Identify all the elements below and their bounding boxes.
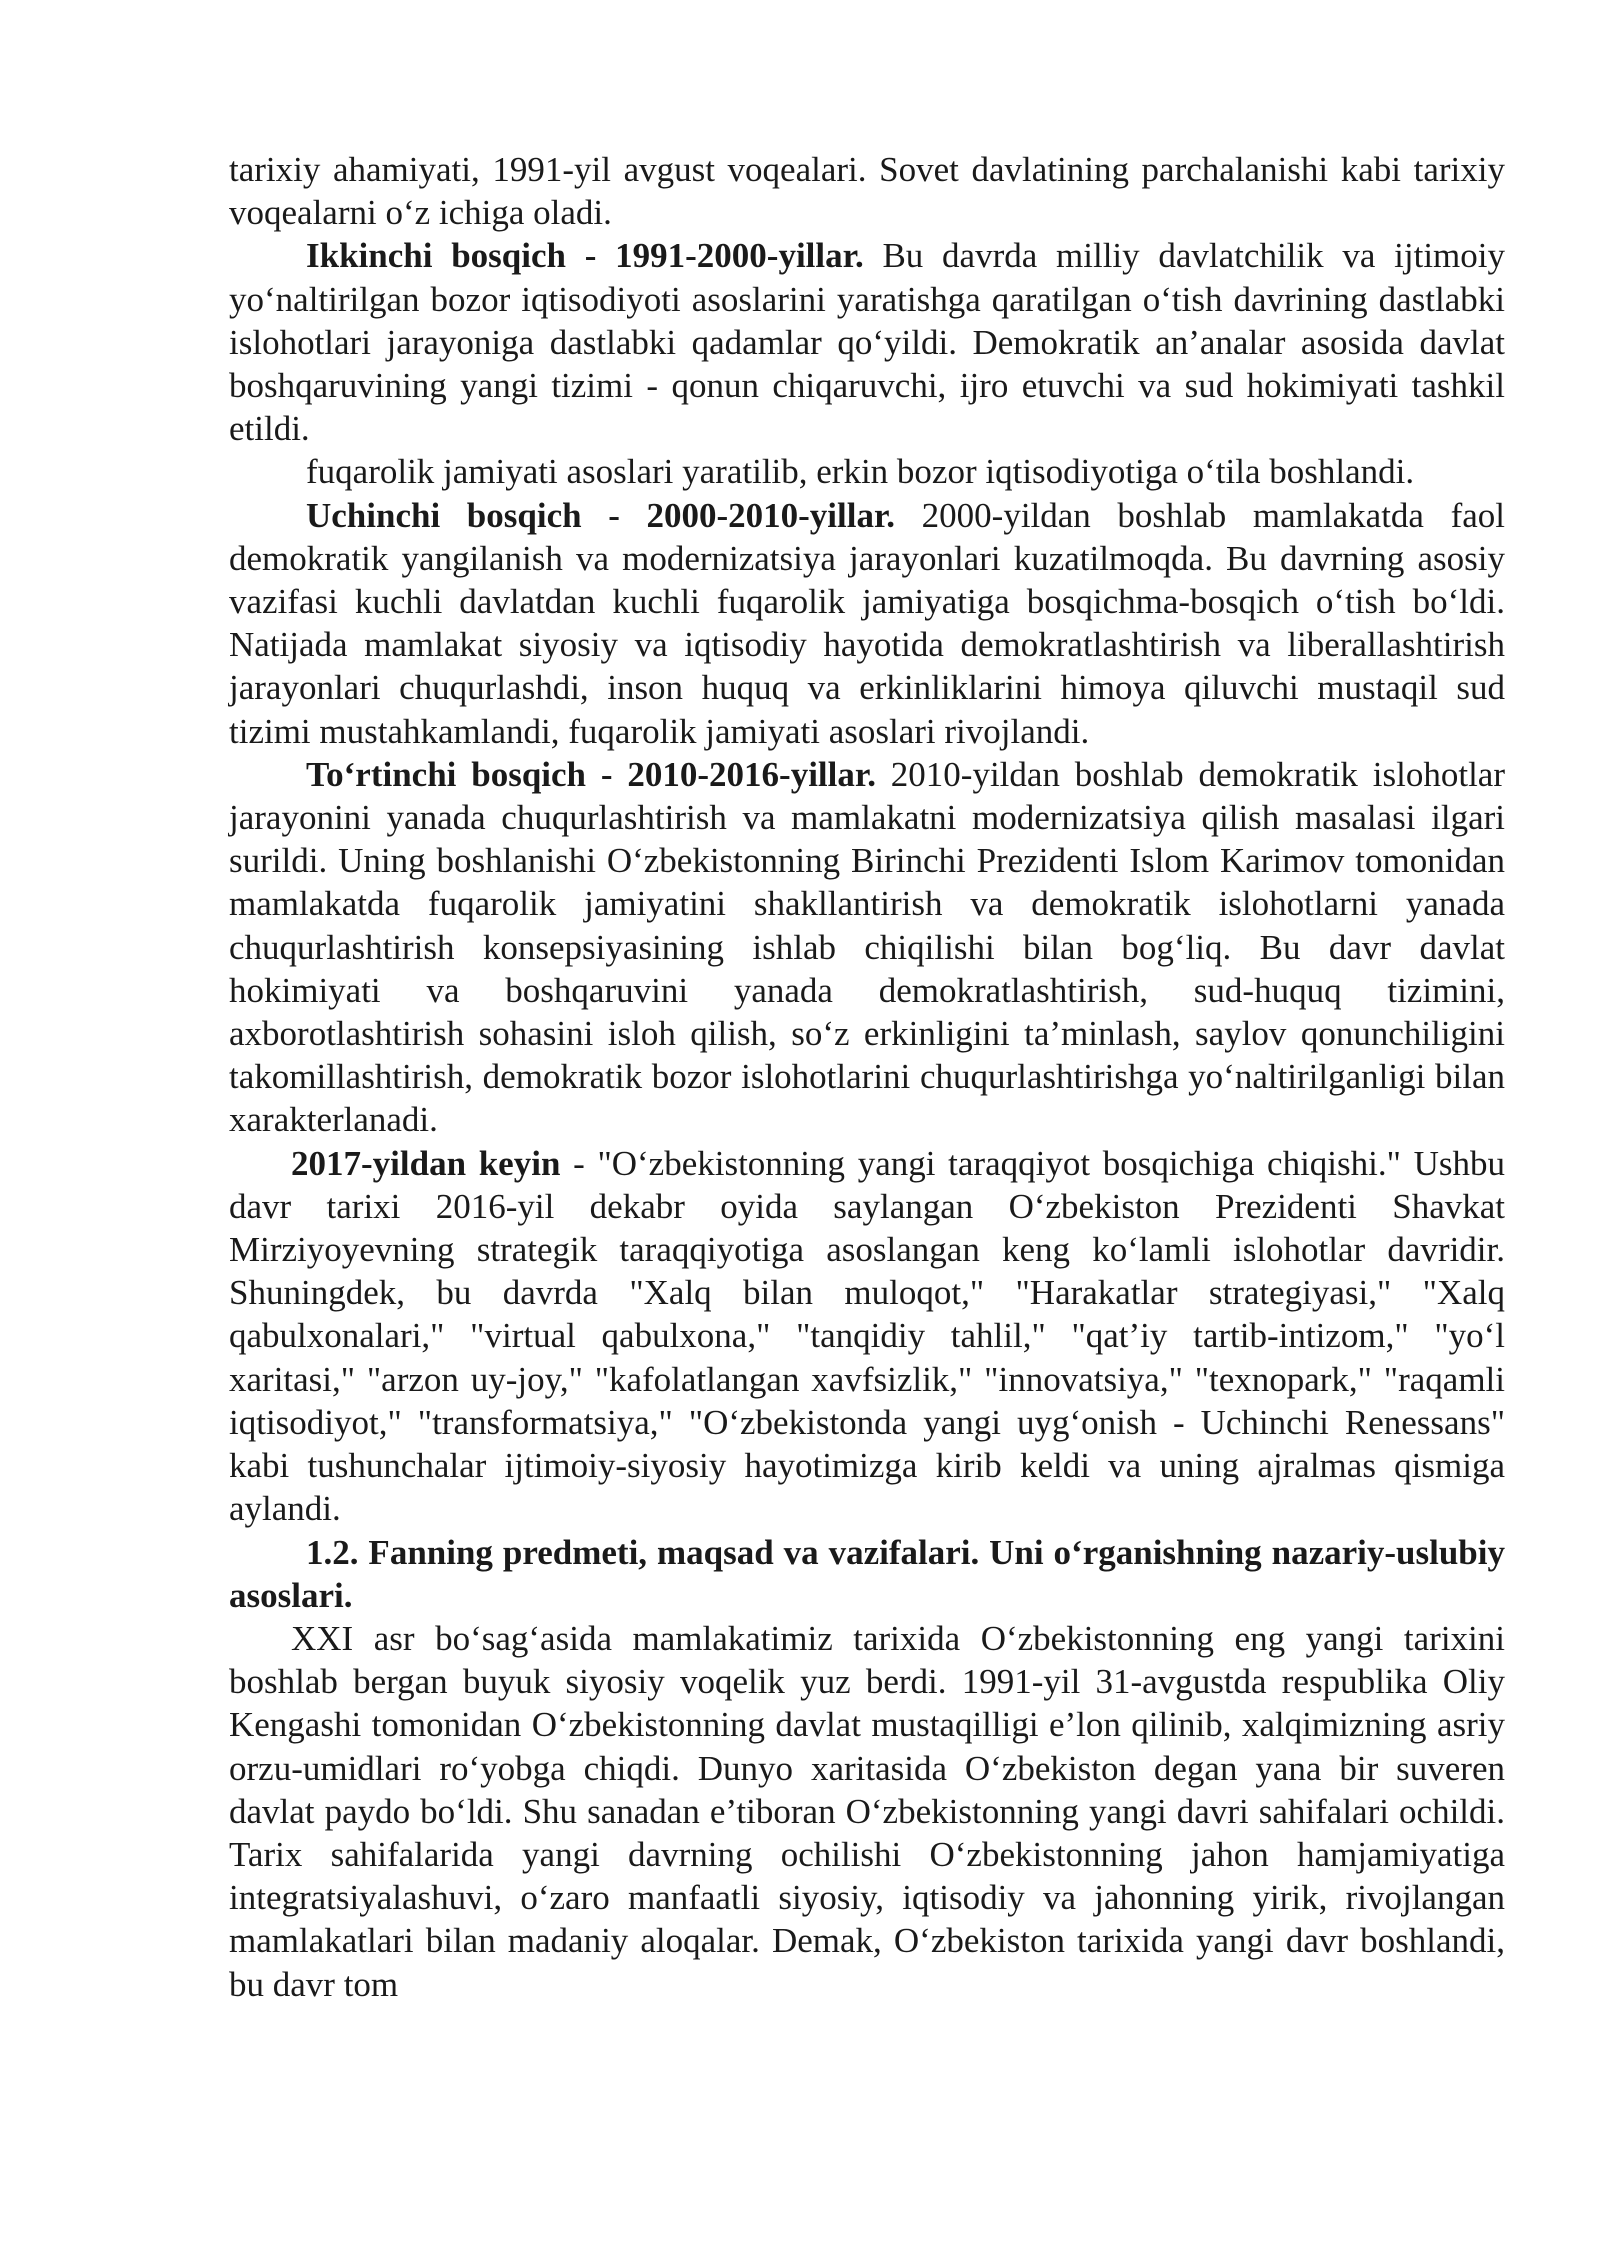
paragraph-text: 2010-yildan boshlab demokratik islohotlar jarayonini yanada chuqurlashtirish va mamlakatni modernizatsiya qilish masalasi ilgari surildi. Uning boshlanishi O‘zbekistonning Birinchi Prezidenti Islom Karimov tomonidan mamlakatda fuqarolik jamiyatini shakllantirish va demokratik islohotlarni yanada chuqurlashtirish konsepsiyasining ishlab chiqilishi bilan bog‘liq. Bu davr davlat hokimiyati va boshqaruvini yanada demokratlashtirish, sud-huquq tizimini, axborotlashtirish sohasini isloh qilish, so‘z erkinligini ta’minlash, saylov qonunchiligini takomillashtirish, demokratik bozor islohotlarini chuqurlashtirishga yo‘naltirilganligi bilan xarakterlanadi. bbox=[229, 754, 1505, 1140]
paragraph-fourth-stage bbox=[229, 753, 1505, 1142]
paragraph-lead: To‘rtinchi bosqich - 2010-2016-yillar. bbox=[306, 754, 876, 794]
section-heading: 1.2. Fanning predmeti, maqsad va vazifalari. Uni o‘rganishning nazariy-uslubiy asoslari. bbox=[229, 1532, 1505, 1615]
paragraph-lead: Uchinchi bosqich - 2000-2010-yillar. bbox=[306, 495, 896, 535]
paragraph-final bbox=[229, 1617, 1505, 2006]
paragraph-text: - "O‘zbekistonning yangi taraqqiyot bosqichiga chiqishi." Ushbu davr tarixi 2016-yil dekabr oyida saylangan O‘zbekiston Prezidenti Shavkat Mirziyoyevning strategik taraqqiyotiga asoslangan keng ko‘lamli islohotlar davridir. Shuningdek, bu davrda "Xalq bilan muloqot," "Harakatlar strategiyasi," "Xalq qabulxonalari," "virtual qabulxona," "tanqidiy tahlil," "qat’iy tartib-intizom," "yo‘l xaritasi," "arzon uy-joy," "kafolatlangan xavfsizlik," "innovatsiya," "texnopark," "raqamli iqtisodiyot," "transformatsiya," "O‘zbekistonda yangi uyg‘onish - Uchinchi Renessans" kabi tushunchalar ijtimoiy-siyosiy hayotimizga kirib keldi va uning ajralmas qismiga aylandi. bbox=[229, 1143, 1505, 1529]
paragraph-third-stage bbox=[229, 494, 1505, 753]
paragraph-second-stage bbox=[229, 234, 1505, 450]
paragraph-1-continuation bbox=[229, 148, 1505, 234]
paragraph-text: 2000-yildan boshlab mamlakatda faol demokratik yangilanish va modernizatsiya jarayonlari kuzatilmoqda. Bu davrning asosiy vazifasi kuchli davlatdan kuchli fuqarolik jamiyatiga bosqichma-bosqich o‘tish bo‘ldi. Natijada mamlakat siyosiy va iqtisodiy hayotida demokratlashtirish va liberallashtirish jarayonlari chuqurlashdi, inson huquq va erkinliklarini himoya qiluvchi mustaqil sud tizimi mustahkamlandi, fuqarolik jamiyati asoslari rivojlandi. bbox=[229, 495, 1505, 751]
paragraph-text: Bu davrda milliy davlatchilik va ijtimoiy yo‘naltirilgan bozor iqtisodiyoti asoslarini yaratishga qaratilgan o‘tish davrining dastlabki islohotlari jarayoniga dastlabki qadamlar qo‘yildi. Demokratik an’analar asosida davlat boshqaruvining yangi tizimi - qonun chiqaruvchi, ijro etuvchi va sud hokimiyati tashkil etildi. bbox=[229, 236, 1505, 449]
paragraph-text: tarixiy ahamiyati, 1991-yil avgust voqealari. Sovet davlatining parchalanishi kabi tarixiy voqealarni o‘z ichiga oladi. bbox=[229, 150, 1505, 233]
paragraph-after-2017 bbox=[229, 1142, 1505, 1531]
paragraph-lead: Ikkinchi bosqich - 1991-2000-yillar. bbox=[306, 236, 864, 276]
paragraph-text: fuqarolik jamiyati asoslari yaratilib, erkin bozor iqtisodiyotiga o‘tila boshlandi. bbox=[306, 452, 1415, 492]
paragraph-lead: 2017-yildan keyin bbox=[291, 1143, 561, 1183]
paragraph-text: XXI asr bo‘sag‘asida mamlakatimiz tarixida O‘zbekistonning eng yangi tarixini boshlab bergan buyuk siyosiy voqelik yuz berdi. 1991-yil 31-avgustda respublika Oliy Kengashi tomonidan O‘zbekistonning davlat mustaqilligi e’lon qilinib, xalqimizning asriy orzu-umidlari ro‘yobga chiqdi. Dunyo xaritasida O‘zbekiston degan yana bir suveren davlat paydo bo‘ldi. Shu sanadan e’tiboran O‘zbekistonning yangi davri sahifalari ochildi. Tarix sahifalarida yangi davrning ochilishi O‘zbekistonning jahon hamjamiyatiga integratsiyalashuvi, o‘zaro manfaatli siyosiy, iqtisodiy va jahonning yirik, rivojlangan mamlakatlari bilan madaniy aloqalar. Demak, O‘zbekiston tarixida yangi davr boshlandi, bu davr tom bbox=[229, 1618, 1505, 2004]
document-page bbox=[229, 148, 1505, 2006]
paragraph-civil-society bbox=[229, 450, 1505, 493]
